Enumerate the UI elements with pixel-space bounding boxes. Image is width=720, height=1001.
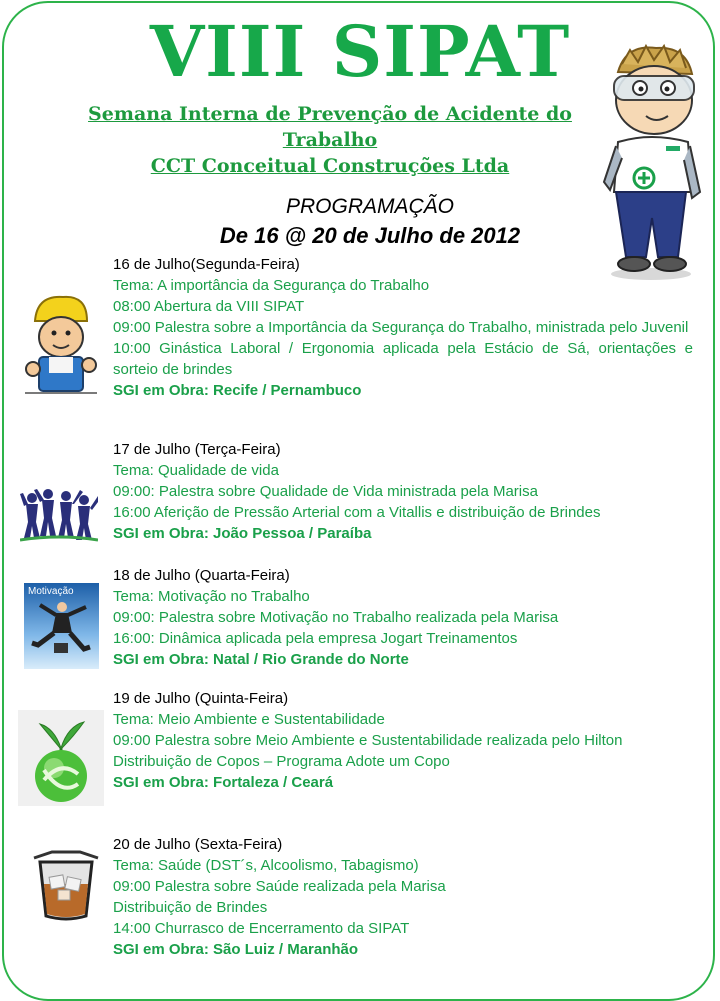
day-date: 18 de Julho (Quarta-Feira) <box>113 567 290 584</box>
sgi-location: SGI em Obra: Recife / Pernambuco <box>113 382 362 399</box>
day-date: 20 de Julho (Sexta-Feira) <box>113 836 283 853</box>
day-item: 14:00 Churrasco de Encerramento da SIPAT <box>113 920 410 937</box>
worker-thumbs-up-icon <box>25 293 97 395</box>
day-19 <box>113 688 693 793</box>
day-item: 10:00 Ginástica Laboral / Ergonomia aplicada pela Estácio de Sá, orientações e sorteio de brindes <box>113 340 693 378</box>
day-theme: Tema: Meio Ambiente e Sustentabilidade <box>113 711 385 728</box>
motivation-label: Motivação <box>28 586 74 597</box>
day-item: 08:00 Abertura da VIII SIPAT <box>113 298 305 315</box>
day-16 <box>113 254 693 401</box>
green-globe-icon <box>18 710 104 806</box>
subtitle-line1: Semana Interna de Prevenção de Acidente do <box>88 103 572 125</box>
day-theme: Tema: Saúde (DST´s, Alcoolismo, Tabagismo) <box>113 857 419 874</box>
jumping-businessman-icon <box>24 597 99 667</box>
day-item: Distribuição de Copos – Programa Adote um Copo <box>113 753 450 770</box>
day-item: 16:00 Aferição de Pressão Arterial com a Vitallis e distribuição de Brindes <box>113 504 601 521</box>
day-date: 16 de Julho(Segunda-Feira) <box>113 256 300 273</box>
day-theme: Tema: Motivação no Trabalho <box>113 588 310 605</box>
date-range: De 16 @ 20 de Julho de 2012 <box>219 223 521 248</box>
day-theme: Tema: Qualidade de vida <box>113 462 279 479</box>
day-item: Distribuição de Brindes <box>113 899 268 916</box>
programacao-label: PROGRAMAÇÃO <box>285 195 455 218</box>
day-item: 09:00: Palestra sobre Qualidade de Vida ministrada pela Marisa <box>113 483 538 500</box>
day-item: 09:00 Palestra sobre Meio Ambiente e Sustentabilidade realizada pelo Hilton <box>113 732 623 749</box>
whisky-glass-icon <box>32 850 100 922</box>
day-item: 16:00: Dinâmica aplicada pela empresa Jogart Treinamentos <box>113 630 518 647</box>
program-heading <box>200 193 540 251</box>
subtitle-line2: Trabalho <box>282 129 378 151</box>
day-date: 17 de Julho (Terça-Feira) <box>113 441 281 458</box>
day-item: 09:00 Palestra sobre Saúde realizada pela Marisa <box>113 878 446 895</box>
people-celebrating-icon <box>20 486 98 542</box>
safety-mascot-icon <box>596 42 706 282</box>
day-20 <box>113 834 693 960</box>
day-17 <box>113 439 693 544</box>
sgi-location: SGI em Obra: Natal / Rio Grande do Norte <box>113 651 409 668</box>
sgi-location: SGI em Obra: São Luiz / Maranhão <box>113 941 359 958</box>
subtitle <box>55 101 605 179</box>
motivation-picture <box>24 583 99 669</box>
day-item: 09:00: Palestra sobre Motivação no Trabalho realizada pela Marisa <box>113 609 559 626</box>
subtitle-line3: CCT Conceitual Construções Ltda <box>150 155 510 177</box>
day-18 <box>113 565 693 670</box>
day-date: 19 de Julho (Quinta-Feira) <box>113 690 289 707</box>
day-item: 09:00 Palestra sobre a Importância da Segurança do Trabalho, ministrada pelo Juvenil <box>113 319 689 336</box>
sgi-location: SGI em Obra: Fortaleza / Ceará <box>113 774 334 791</box>
day-theme: Tema: A importância da Segurança do Trabalho <box>113 277 430 294</box>
page-title: VIII SIPAT <box>149 10 571 93</box>
sgi-location: SGI em Obra: João Pessoa / Paraíba <box>113 525 372 542</box>
